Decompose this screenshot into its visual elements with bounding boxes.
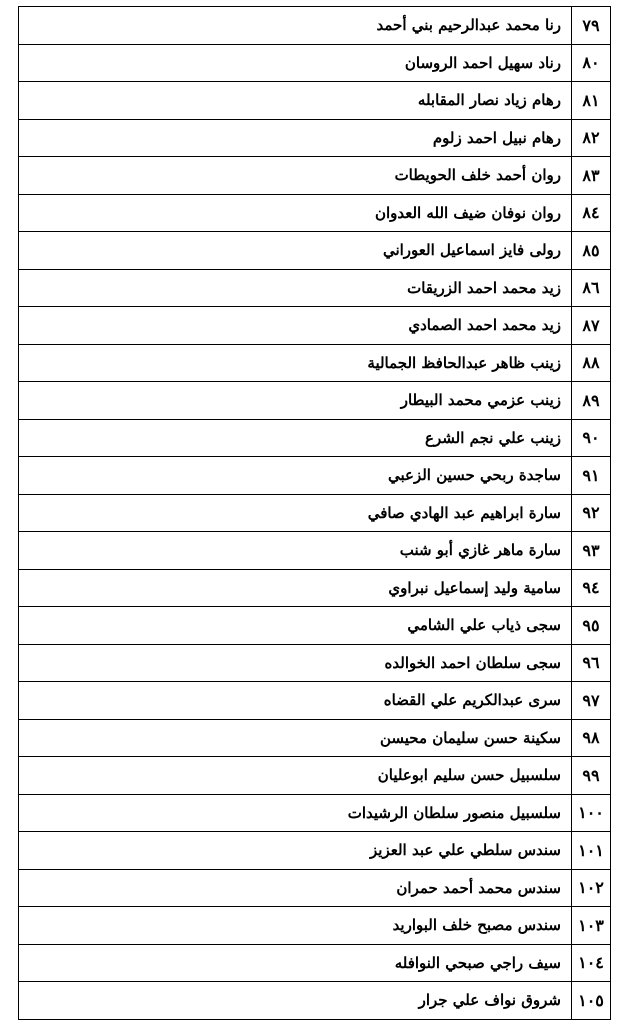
table-row [19,944,611,982]
person-name: سارة ابراهيم عبد الهادي صافي [19,494,572,532]
person-name: زينب ظاهر عبدالحافظ الجمالية [19,344,572,382]
table-row [19,869,611,907]
row-number: ٨٧ [572,307,611,345]
person-name: زينب عزمي محمد البيطار [19,382,572,420]
row-number: ٨٠ [572,44,611,82]
table-row [19,7,611,45]
table-row [19,907,611,945]
row-number: ٩١ [572,457,611,495]
table-row [19,494,611,532]
person-name: سكينة حسن سليمان محيسن [19,719,572,757]
person-name: روان نوفان ضيف الله العدوان [19,194,572,232]
table-row [19,832,611,870]
row-number: ١٠٣ [572,907,611,945]
table-row [19,194,611,232]
person-name: زينب علي نجم الشرع [19,419,572,457]
row-number: ١٠٠ [572,794,611,832]
row-number: ٨٨ [572,344,611,382]
person-name: رناد سهيل احمد الروسان [19,44,572,82]
row-number: ٩٠ [572,419,611,457]
row-number: ٨٦ [572,269,611,307]
table-row [19,44,611,82]
person-name: سيف راجي صبحي النوافله [19,944,572,982]
table-row [19,419,611,457]
person-name: سندس محمد أحمد حمران [19,869,572,907]
row-number: ٨١ [572,82,611,120]
person-name: سارة ماهر غازي أبو شنب [19,532,572,570]
row-number: ٩٥ [572,607,611,645]
person-name: سرى عبدالكريم علي القضاه [19,682,572,720]
row-number: ٧٩ [572,7,611,45]
row-number: ١٠٢ [572,869,611,907]
table-row [19,719,611,757]
table-row [19,682,611,720]
row-number: ٨٣ [572,157,611,195]
table-row [19,644,611,682]
person-name: سندس مصبح خلف البواريد [19,907,572,945]
names-table-body [19,7,611,1020]
table-row [19,982,611,1020]
person-name: رولى فايز اسماعيل العوراني [19,232,572,270]
names-list-page [18,6,611,1020]
person-name: سندس سلطي علي عبد العزيز [19,832,572,870]
person-name: شروق نواف علي جرار [19,982,572,1020]
table-row [19,307,611,345]
person-name: زيد محمد احمد الزريقات [19,269,572,307]
row-number: ٩٢ [572,494,611,532]
row-number: ١٠١ [572,832,611,870]
row-number: ٩٩ [572,757,611,795]
person-name: سامية وليد إسماعيل نبراوي [19,569,572,607]
row-number: ٨٢ [572,119,611,157]
names-table [18,6,611,1020]
table-row [19,82,611,120]
table-row [19,269,611,307]
table-row [19,382,611,420]
row-number: ٨٩ [572,382,611,420]
row-number: ١٠٥ [572,982,611,1020]
row-number: ٩٣ [572,532,611,570]
row-number: ٩٨ [572,719,611,757]
row-number: ٨٥ [572,232,611,270]
row-number: ٩٤ [572,569,611,607]
table-row [19,457,611,495]
row-number: ٩٦ [572,644,611,682]
table-row [19,757,611,795]
table-row [19,119,611,157]
row-number: ٩٧ [572,682,611,720]
person-name: رهام نبيل احمد زلوم [19,119,572,157]
table-row [19,607,611,645]
table-row [19,344,611,382]
row-number: ١٠٤ [572,944,611,982]
table-row [19,794,611,832]
person-name: روان أحمد خلف الحويطات [19,157,572,195]
person-name: رنا محمد عبدالرحيم بني أحمد [19,7,572,45]
person-name: ساجدة ربحي حسين الزعبي [19,457,572,495]
table-row [19,157,611,195]
person-name: رهام زياد نصار المقابله [19,82,572,120]
person-name: سجى سلطان احمد الخوالده [19,644,572,682]
table-row [19,569,611,607]
person-name: سلسبيل منصور سلطان الرشيدات [19,794,572,832]
table-row [19,532,611,570]
person-name: سلسبيل حسن سليم ابوعليان [19,757,572,795]
person-name: زيد محمد احمد الصمادي [19,307,572,345]
table-row [19,232,611,270]
person-name: سجى ذياب علي الشامي [19,607,572,645]
row-number: ٨٤ [572,194,611,232]
